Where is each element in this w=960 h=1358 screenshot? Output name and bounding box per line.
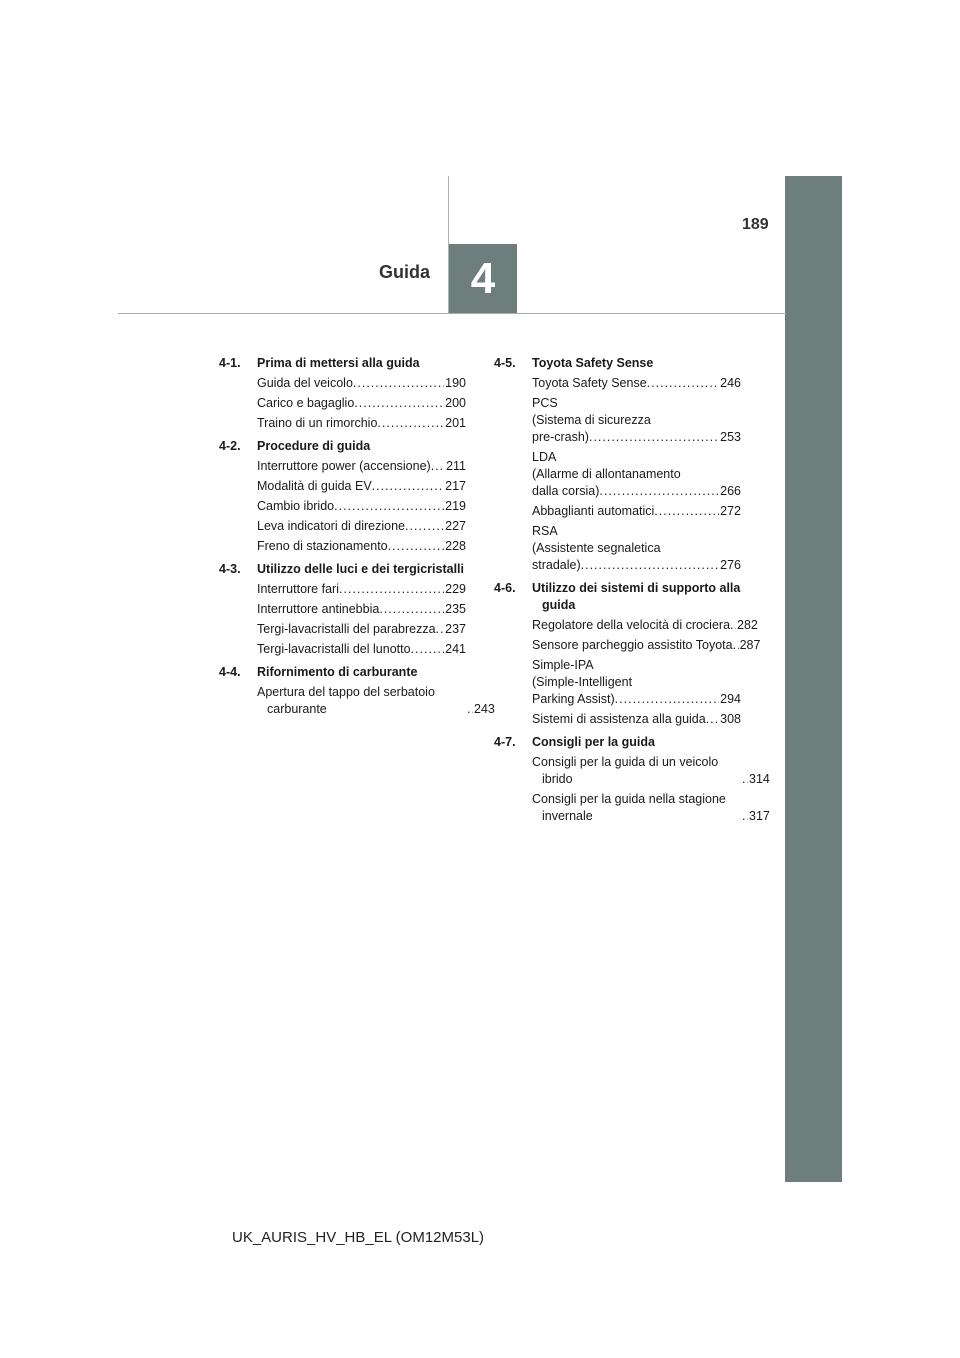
toc-entry-page: 201 [445,416,466,430]
toc-entry[interactable] [257,458,466,475]
toc-dot-leader [647,375,719,392]
toc-entry-title: Sistemi di assistenza alla guida [532,712,706,726]
toc-entry-page: 235 [445,602,466,616]
toc-entry-page: 227 [445,519,466,533]
toc-entry-title: Modalità di guida EV [257,479,372,493]
toc-entry-line [257,478,466,495]
header-horizontal-rule [118,313,786,314]
toc-entry-page: 294 [720,692,741,706]
toc-entry-line [532,791,770,825]
section-title: Prima di mettersi alla guida [257,356,420,370]
toc-entry-line [257,601,466,618]
toc-section [219,664,495,718]
section-heading [219,664,466,681]
toc-entry[interactable] [532,754,770,788]
toc-entry-page: 229 [445,582,466,596]
toc-entry-line [257,395,466,412]
toc-dot-leader [436,621,445,638]
section-heading [494,734,741,751]
toc-entry[interactable] [257,518,466,535]
toc-entry-page: 217 [445,479,466,493]
section-title: Utilizzo dei sistemi di supporto alla guida [532,581,741,612]
toc-entry-line [257,581,466,598]
toc-entry-prefix-line: RSA [532,524,558,538]
toc-dot-leader [388,538,445,555]
toc-entry-title: dalla corsia) [532,484,600,498]
toc-entry-line [257,684,495,718]
toc-entry-page: 253 [720,430,741,444]
toc-entry-title: Interruttore antinebbia [257,602,380,616]
toc-column-right [494,355,770,831]
toc-dot-leader [589,429,719,446]
toc-entry-title: Tergi-lavacristalli del parabrezza [257,622,436,636]
toc-dot-leader [334,498,444,515]
toc-entry-page: 314 [749,772,770,786]
toc-entry-title: pre-crash) [532,430,589,444]
toc-entry-title: Regolatore della velocità di crociera [532,618,731,632]
toc-entry[interactable] [257,621,466,638]
section-number: 4-4. [219,665,241,679]
section-number: 4-5. [494,356,516,370]
toc-entry-line [532,711,741,728]
toc-entry-title: Traino di un rimorchio [257,416,378,430]
toc-section [219,561,466,658]
document-code-footer: UK_AURIS_HV_HB_EL (OM12M53L) [232,1229,485,1246]
toc-section [494,734,770,825]
toc-dot-leader [706,711,719,728]
section-heading [219,561,466,578]
toc-entry-line [532,375,741,392]
toc-dot-leader [411,641,445,658]
toc-entry-line [257,375,466,392]
toc-section [494,580,761,728]
toc-entry-title: Abbaglianti automatici [532,504,655,518]
toc-entry-line [532,429,741,446]
page-number: 189 [742,216,769,233]
section-number: 4-1. [219,356,241,370]
toc-entry-page: 190 [445,376,466,390]
toc-entry-page: 228 [445,539,466,553]
toc-entry-page: 241 [445,642,466,656]
section-heading [494,580,741,614]
toc-entry-title: Cambio ibrido [257,499,335,513]
section-title: Toyota Safety Sense [532,356,654,370]
toc-entry[interactable] [257,498,466,515]
toc-column-left [219,355,495,724]
toc-entry-page: 243 [474,702,495,716]
toc-entry-page: 272 [720,504,741,518]
toc-dot-leader [431,458,445,475]
section-title: Consigli per la guida [532,735,655,749]
toc-entry[interactable] [532,523,741,574]
toc-entry-title: Freno di stazionamento [257,539,388,553]
toc-entry[interactable] [257,601,466,618]
toc-entry-page: 200 [445,396,466,410]
toc-entry[interactable] [257,395,466,412]
toc-dot-leader [581,557,720,574]
toc-entry[interactable] [532,657,741,708]
toc-section [219,438,466,555]
toc-entry[interactable] [257,581,466,598]
section-heading [219,438,466,455]
side-chapter-tab [785,176,842,1182]
toc-entry-title: Consigli per la guida nella stagione invernale [532,792,726,823]
toc-entry-line [532,557,741,574]
section-title: Procedure di guida [257,439,371,453]
toc-entry-prefix-line: (Simple-Intelligent [532,675,633,689]
toc-entry-prefix-line: (Sistema di sicurezza [532,413,651,427]
toc-entry-line [532,754,770,788]
toc-entry-title: Apertura del tappo del serbatoio carburante [257,685,435,716]
toc-entry-page: 317 [749,809,770,823]
chapter-title: Guida [378,262,430,282]
toc-entry[interactable] [532,617,758,634]
section-number: 4-2. [219,439,241,453]
toc-dot-leader [377,415,444,432]
toc-entry-line [257,538,466,555]
toc-dot-leader [372,478,444,495]
toc-entry-title: Interruttore power (accensione) [257,459,431,473]
toc-dot-leader [353,375,444,392]
toc-entry-page: 246 [720,376,741,390]
section-number: 4-7. [494,735,516,749]
section-title: Rifornimento di carburante [257,665,418,679]
toc-section [219,355,466,432]
toc-entry-line [532,637,761,654]
toc-entry-title: Carico e bagaglio [257,396,355,410]
toc-entry[interactable] [257,538,466,555]
toc-entry-page: 282 [737,618,758,632]
toc-dot-leader [654,503,719,520]
toc-dot-leader [599,483,719,500]
toc-entry[interactable] [532,375,741,392]
toc-entry-page: 237 [445,622,466,636]
toc-entry-page: 287 [739,638,761,652]
toc-entry-line [257,415,466,432]
toc-entry-line [257,621,466,638]
toc-section [494,355,741,574]
toc-dot-leader [339,581,444,598]
toc-entry-line [532,483,741,500]
section-heading [494,355,741,372]
toc-dot-leader [405,518,444,535]
toc-entry-page: 308 [720,712,741,726]
toc-dot-leader [379,601,444,618]
toc-entry-prefix-line: PCS [532,396,558,410]
toc-entry[interactable] [532,791,770,825]
toc-entry[interactable] [257,478,466,495]
toc-entry-title: Consigli per la guida di un veicolo ibrido [532,755,719,786]
toc-entry-prefix-line: Simple-IPA [532,658,594,672]
chapter-number: 4 [470,253,496,303]
toc-entry-page: 276 [720,558,741,572]
section-number: 4-3. [219,562,241,576]
toc-entry[interactable] [257,641,466,658]
toc-entry-title: Leva indicatori di direzione [257,519,406,533]
toc-entry-line [257,498,466,515]
toc-entry-line [257,458,466,475]
toc-entry[interactable] [532,395,741,446]
toc-entry[interactable] [257,375,466,392]
toc-entry-title: Parking Assist) [532,692,615,706]
toc-entry-line [257,641,466,658]
toc-entry-prefix-line: LDA [532,450,557,464]
toc-entry-title: Guida del veicolo [257,376,353,390]
toc-entry-title: stradale) [532,558,581,572]
toc-entry-title: Sensore parcheggio assistito Toyota [532,638,733,652]
toc-entry-title: Tergi-lavacristalli del lunotto [257,642,411,656]
section-number: 4-6. [494,581,516,595]
toc-entry-line [532,503,741,520]
toc-entry-prefix-line: (Allarme di allontanamento [532,467,681,481]
toc-entry-line [257,518,466,535]
toc-entry[interactable] [257,415,466,432]
toc-entry[interactable] [532,637,761,654]
toc-entry[interactable] [532,449,741,500]
toc-dot-leader [354,395,444,412]
toc-entry-title: Toyota Safety Sense [532,376,647,390]
toc-entry-page: 211 [446,459,466,473]
toc-entry-title: Interruttore fari [257,582,339,596]
toc-entry-line [532,617,758,634]
toc-entry-line [532,691,741,708]
section-heading [219,355,466,372]
toc-entry[interactable] [532,503,741,520]
section-title: Utilizzo delle luci e dei tergicristalli [257,562,465,576]
toc-dot-leader [615,691,719,708]
toc-entry[interactable] [532,711,741,728]
toc-entry[interactable] [257,684,495,718]
toc-entry-page: 266 [720,484,741,498]
chapter-number-box [449,244,517,313]
toc-entry-prefix-line: (Assistente segnaletica [532,541,661,555]
toc-entry-page: 219 [445,499,466,513]
